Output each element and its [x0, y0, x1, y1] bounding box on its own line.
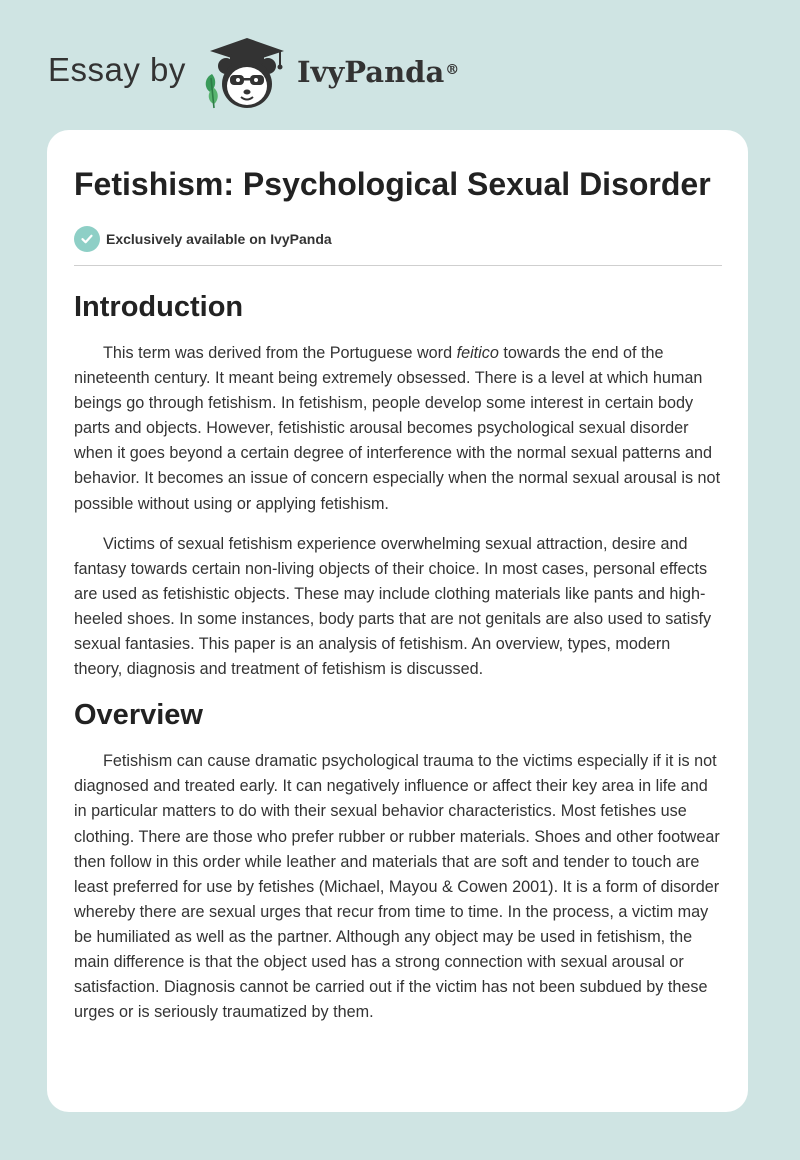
brand-name[interactable]: [297, 52, 459, 92]
exclusive-label: Exclusively available on IvyPanda: [106, 231, 332, 247]
site-header: [0, 0, 800, 130]
exclusive-badge: [74, 225, 722, 253]
essay-title: Fetishism: Psychological Sexual Disorder: [74, 166, 711, 202]
brand-text: IvyPanda: [297, 55, 445, 89]
section-heading-overview: Overview: [74, 699, 203, 732]
paragraph-text: This term was derived from the Portuguese word: [103, 344, 457, 362]
section-heading-introduction: Introduction: [74, 291, 244, 323]
divider: [74, 265, 722, 266]
paragraph: Victims of sexual fetishism experience overwhelming sexual attraction, desire and fantasy towards certain non-living objects of their choice. In most cases, personal effects are used as fetishistic objects. These may include clothing materials like pants and high-heeled shoes. In some instances, body parts that are not genitals are also used to satisfy sexual fantasies. This paper is an analysis of fetishism. An overview, types, modern theory, diagnosis and treatment of fetishism is discussed.: [74, 534, 712, 679]
essay-by-label: Essay by: [48, 51, 186, 88]
panda-graduate-icon: [202, 34, 292, 110]
paragraph-italic-term: feitico: [456, 344, 499, 362]
registered-mark: ®: [445, 62, 460, 78]
paragraph: Fetishism can cause dramatic psychological trauma to the victims especially if it is not diagnosed and treated early. It can negatively influence or affect their key area in life and in particular matters to do with their sexual behavior characteristics. Most fetishes use clothing. There are those who prefer rubber or rubber materials. Shoes and other footwear then follow in this order while leather and materials that are soft and tender to touch are least preferred for use by fetishes (Michael, Mayou & Cowen 2001). It is a form of disorder whereby there are sexual urges that recur from time to time. In the process, a victim may be humiliated as well as the partner. Although any object may be used in fetishism, the main difference is that the object used has a strong connection with sexual arousal or satisfaction. Diagnosis cannot be carried out if the victim has not been subdued by these urges or is seriously traumatized by them.: [74, 752, 720, 1022]
check-icon: [74, 226, 100, 252]
paragraph: [74, 341, 722, 517]
essay-card: [47, 130, 748, 1112]
paragraph-text: towards the end of the nineteenth century. It meant being extremely obsessed. There is a level at which human beings go through fetishism. In fetishism, people develop some interest in certain body parts and objects. However, fetishistic arousal becomes psychological sexual disorder when it goes beyond a certain degree of interference with the normal sexual patterns and behavior. It becomes an issue of concern especially when the normal sexual arousal is not possible without using or applying fetishism.: [74, 344, 721, 513]
leaf-icon: [206, 74, 218, 108]
